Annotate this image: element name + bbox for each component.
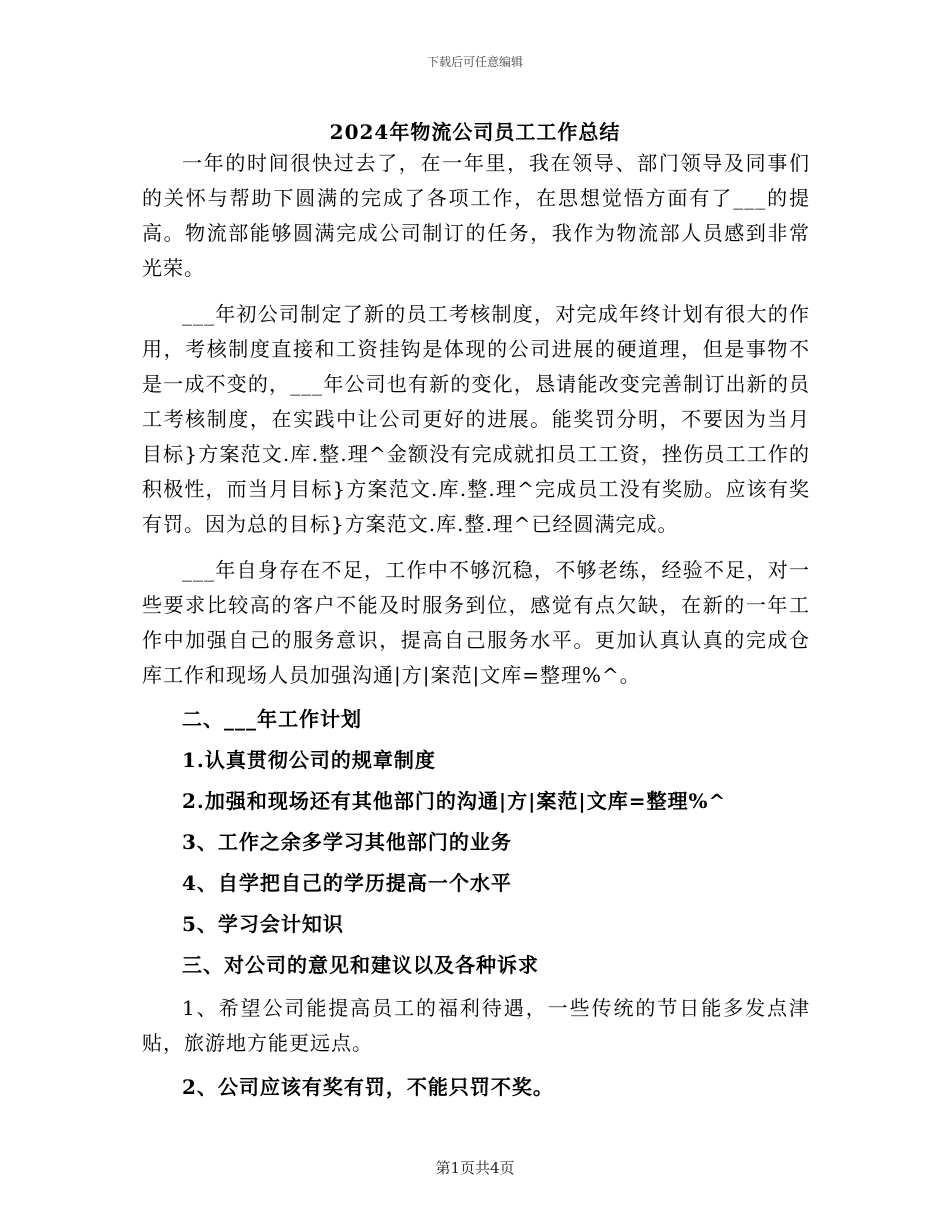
section-heading-suggestions: 三、对公司的意见和建议以及各种诉求 <box>182 953 539 977</box>
document-title: 2024年物流公司员工工作总结 <box>329 120 621 144</box>
plan-item-1: 1.认真贯彻公司的规章制度 <box>182 748 436 772</box>
paragraph-intro: 一年的时间很快过去了，在一年里，我在领导、部门领导及同事们的关怀与帮助下圆满的完成了各项工作，在思想觉悟方面有了___的提高。物流部能够圆满完成公司制订的任务，我作为物流部人员感到非常光荣。 <box>142 151 810 280</box>
section-heading-work-plan: 二、___年工作计划 <box>182 707 362 731</box>
plan-item-4: 4、自学把自己的学历提高一个水平 <box>182 871 512 895</box>
plan-item-2: 2.加强和现场还有其他部门的沟通|方|案范|文库=整理%^ <box>182 789 727 813</box>
page-header: 下载后可任意编辑 <box>426 55 523 69</box>
paragraph-shortcomings: ___年自身存在不足，工作中不够沉稳，不够老练，经验不足，对一些要求比较高的客户不能及时服务到位，感觉有点欠缺，在新的一年工作中加强自己的服务意识，提高自己服务水平。更加认真认真的完成仓库工作和现场人员加强沟通|方|案范|文库=整理%^。 <box>142 558 810 687</box>
suggestion-item-2: 2、公司应该有奖有罚，不能只罚不奖。 <box>182 1075 554 1099</box>
paragraph-assessment: ___年初公司制定了新的员工考核制度，对完成年终计划有很大的作用，考核制度直接和工资挂钩是体现的公司进展的硬道理，但是事物不是一成不变的，___年公司也有新的变化，恳请能改变完善制订出新的员工考核制度，在实践中让公司更好的进展。能奖罚分明，不要因为当月目标}方案范文.库.整.理^金额没有完成就扣员工工资，挫伤员工工作的积极性，而当月目标}方案范文.库.整.理^完成员工没有奖励。应该有奖有罚。因为总的目标}方案范文.库.整.理^已经圆满完成。 <box>142 302 810 536</box>
plan-item-5: 5、学习会计知识 <box>182 912 344 936</box>
suggestion-item-1: 1、希望公司能提高员工的福利待遇，一些传统的节日能多发点津贴，旅游地方能更远点。 <box>142 996 810 1055</box>
page-footer: 第1页共4页 <box>435 1159 515 1177</box>
document-body <box>142 146 810 1113</box>
plan-item-3: 3、工作之余多学习其他部门的业务 <box>182 830 512 854</box>
